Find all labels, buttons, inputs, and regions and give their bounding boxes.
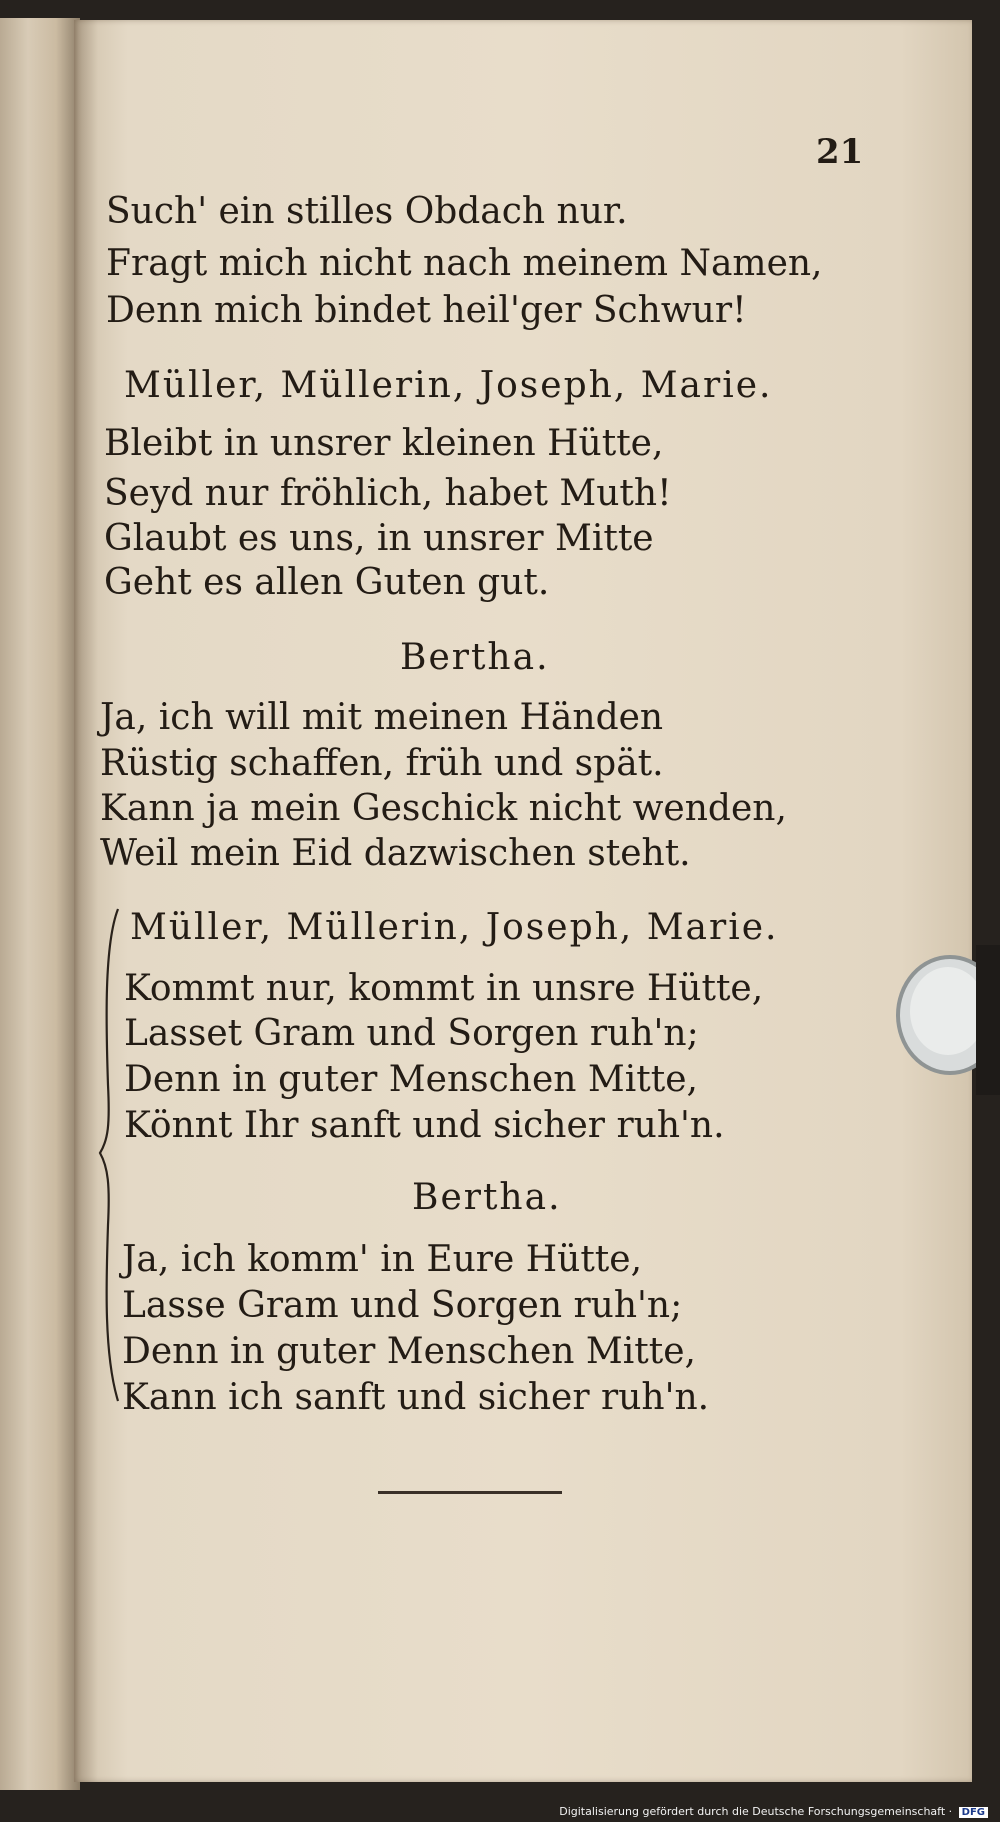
verse-line: Lasse Gram und Sorgen ruh'n;	[122, 1285, 683, 1326]
page-number: 21	[816, 132, 864, 172]
verse-line: Fragt mich nicht nach meinem Namen,	[106, 243, 823, 284]
verse-line: Lasset Gram und Sorgen ruh'n;	[124, 1013, 699, 1054]
speaker-heading: Bertha.	[412, 1177, 562, 1218]
left-page-edge	[0, 18, 80, 1790]
verse-line: Weil mein Eid dazwischen steht.	[100, 833, 691, 874]
verse-line: Denn mich bindet heil'ger Schwur!	[106, 290, 747, 331]
verse-line: Ja, ich will mit meinen Händen	[100, 697, 664, 738]
verse-line: Ja, ich komm' in Eure Hütte,	[122, 1239, 643, 1280]
verse-line: Rüstig schaffen, früh und spät.	[100, 743, 664, 784]
verse-line: Seyd nur fröhlich, habet Muth!	[104, 473, 672, 514]
verse-line: Kann ich sanft und sicher ruh'n.	[122, 1377, 710, 1418]
verse-line: Könnt Ihr sanft und sicher ruh'n.	[124, 1105, 725, 1146]
verse-line: Geht es allen Guten gut.	[104, 562, 550, 603]
speaker-heading: Müller, Müllerin, Joseph, Marie.	[130, 907, 779, 948]
verse-line: Such' ein stilles Obdach nur.	[106, 191, 628, 232]
closing-rule	[378, 1491, 562, 1494]
verse-line: Kann ja mein Geschick nicht wenden,	[100, 788, 787, 829]
page-clip	[880, 945, 1000, 1095]
verse-line: Kommt nur, kommt in unsre Hütte,	[124, 968, 764, 1009]
verse-line: Denn in guter Menschen Mitte,	[122, 1331, 696, 1372]
speaker-heading: Bertha.	[400, 637, 550, 678]
brace-mark	[96, 905, 122, 1405]
verse-line: Bleibt in unsrer kleinen Hütte,	[104, 423, 664, 464]
verse-line: Glaubt es uns, in unsrer Mitte	[104, 518, 654, 559]
speaker-heading: Müller, Müllerin, Joseph, Marie.	[124, 365, 773, 406]
credit-text: Digitalisierung gefördert durch die Deutsche Forschungsgemeinschaft ·	[559, 1805, 953, 1818]
verse-line: Denn in guter Menschen Mitte,	[124, 1059, 698, 1100]
gutter-shadow	[74, 20, 98, 1782]
dfg-logo: DFG	[959, 1807, 988, 1818]
digitization-credit	[559, 1805, 988, 1818]
